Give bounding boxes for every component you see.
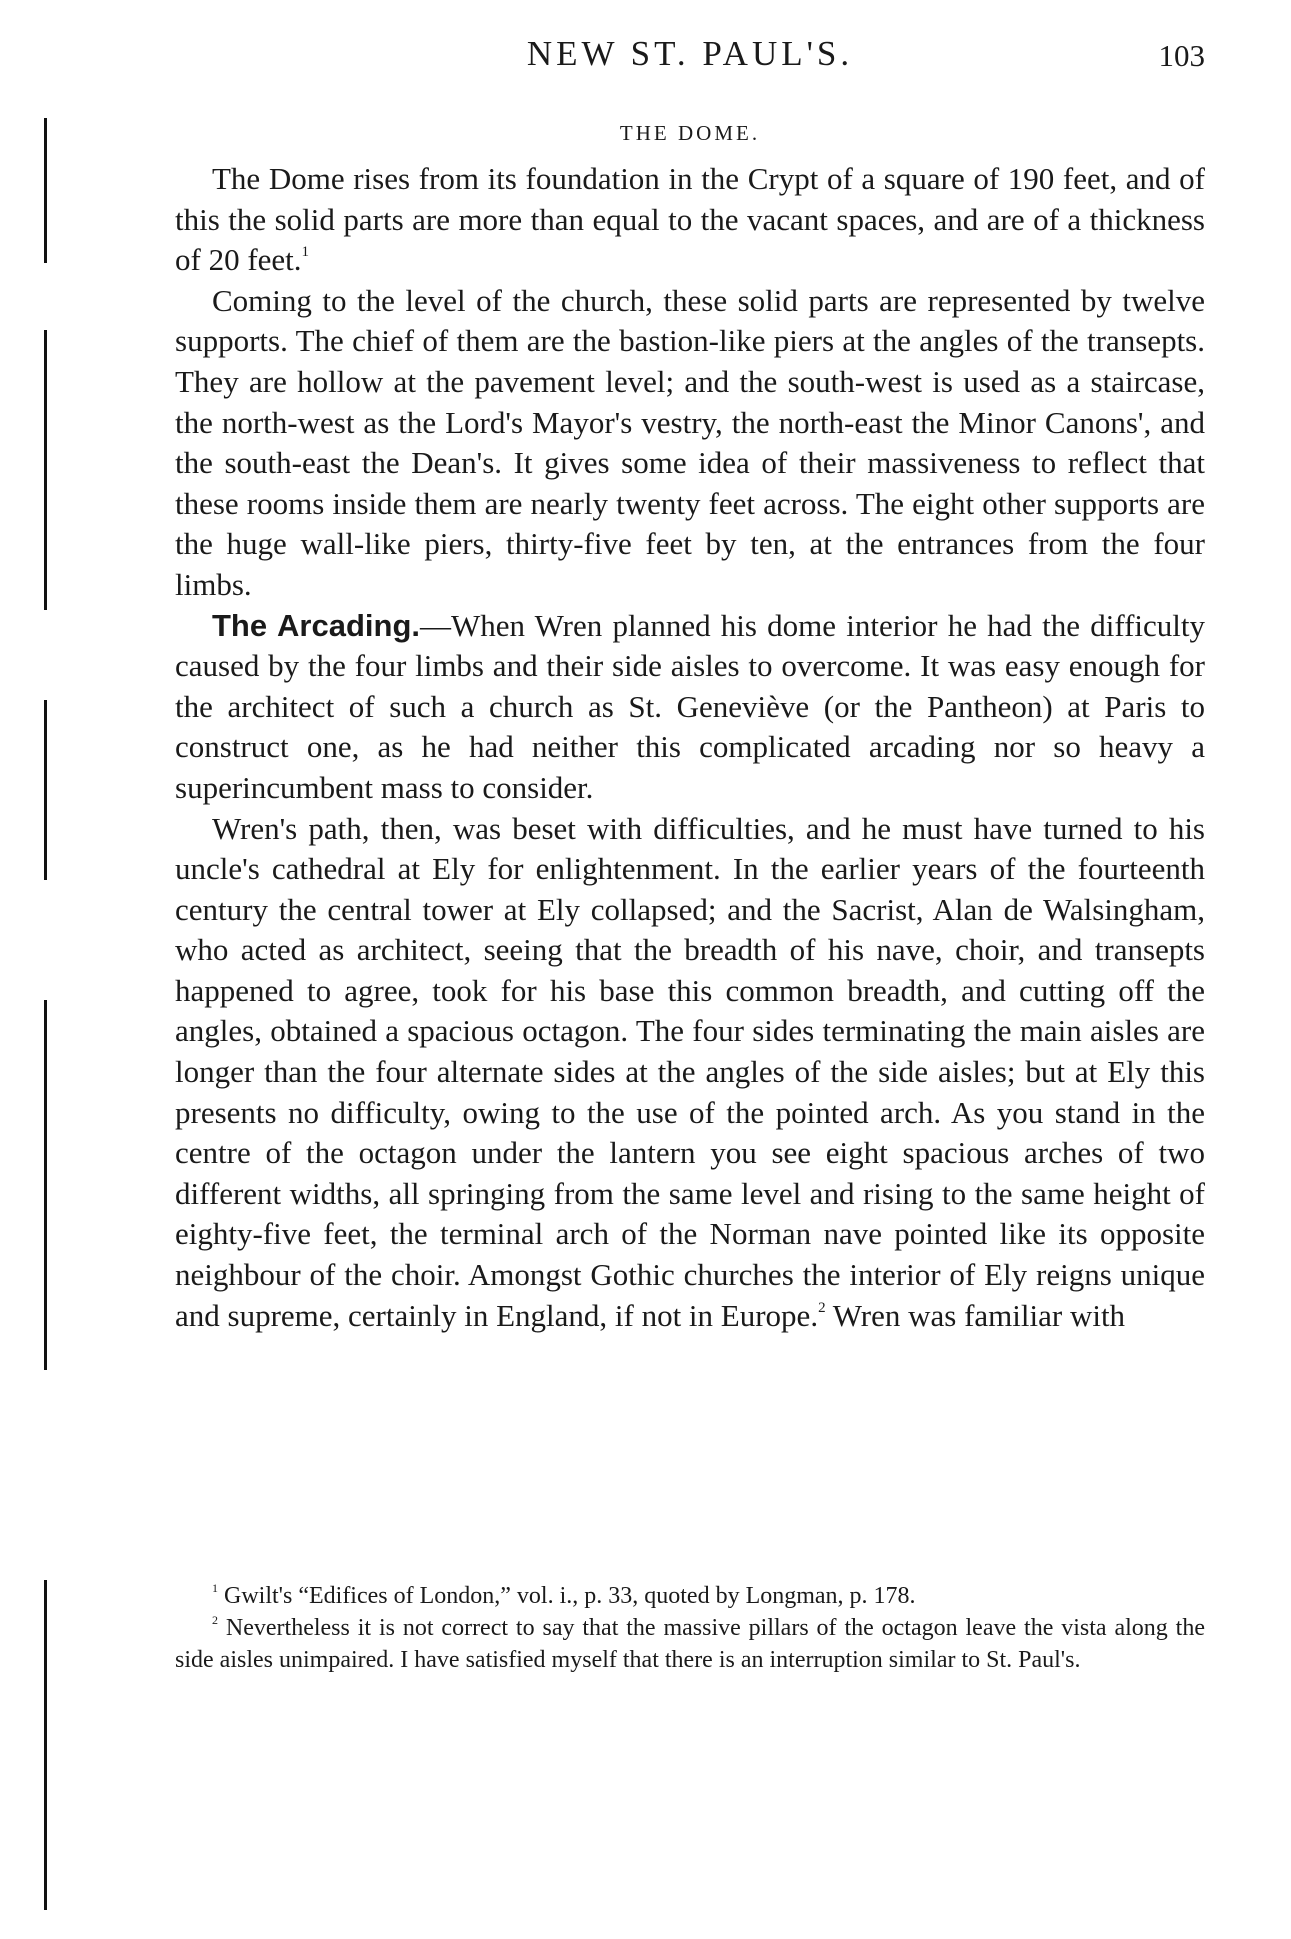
footnote-marker: 1 (212, 1581, 218, 1595)
margin-scan-line (44, 330, 47, 610)
page-number: 103 (1158, 38, 1205, 73)
paragraph (175, 809, 1205, 1337)
paragraph-text: Coming to the level of the church, these solid parts are represented by twelve supports. The chief of them are the bastion-like piers at the angles of the transepts. They are hollow at the pavement level; and the south-west is used as a staircase, the north-west as the Lord's Mayor's vestry, the north-east the Minor Canons', and the south-east the Dean's. It gives some idea of their massiveness to reflect that these rooms inside them are nearly twenty feet across. The eight other supports are the huge wall-like piers, thirty-five feet by ten, at the entrances from the four limbs. (175, 282, 1205, 602)
footnote-marker: 2 (212, 1613, 218, 1627)
paragraph (175, 159, 1205, 281)
paragraph (175, 281, 1205, 606)
sidehead: The Arcading. (212, 607, 420, 643)
paragraph-text: Wren's path, then, was beset with difficulties, and he must have turned to his uncle's cathedral at Ely for enlightenment. In the earlier years of the fourteenth century the central tower at Ely collapsed; and the Sacrist, Alan de Walsingham, who acted as architect, seeing that the breadth of his nave, choir, and transepts happened to agree, took for his base this common breadth, and cutting off the angles, obtained a spacious octagon. The four sides terminating the main aisles are longer than the four alternate sides at the angles of the side aisles; but at Ely this presents no difficulty, owing to the use of the pointed arch. As you stand in the centre of the octagon under the lantern you see eight spacious arches of two different widths, all springing from the same level and rising to the same height of eighty-five feet, the terminal arch of the Norman nave pointed like its opposite neighbour of the choir. Amongst Gothic churches the interior of Ely reigns unique and supreme, certainly in England, if not in Europe. (175, 810, 1205, 1333)
margin-scan-line (44, 700, 47, 880)
footnote-reference: 2 (818, 1299, 826, 1316)
footnotes (175, 1580, 1205, 1676)
margin-scan-line (44, 1000, 47, 1370)
section-heading: THE DOME. (619, 121, 761, 145)
paragraph-text: The Dome rises from its foundation in the Crypt of a square of 190 feet, and of this the solid parts are more than equal to the vacant spaces, and are of a thickness of 20 feet. (175, 161, 1205, 278)
footnote-text: Gwilt's “Edifices of London,” vol. i., p. 33, quoted by Longman, p. 178. (218, 1583, 916, 1609)
margin-scan-line (44, 1580, 47, 1910)
footnote-reference: 1 (301, 244, 310, 261)
body-text (175, 159, 1205, 1336)
paragraph-text-continuation: Wren was familiar with (825, 1297, 1126, 1333)
margin-scan-line (44, 118, 47, 263)
footnote (175, 1612, 1205, 1676)
paragraph (175, 606, 1205, 809)
footnote (175, 1580, 1205, 1612)
running-head (175, 34, 1205, 84)
running-title: NEW ST. PAUL'S. (526, 34, 854, 73)
footnote-text: Nevertheless it is not correct to say that the massive pillars of the octagon leave the vista along the side aisles unimpaired. I have satisfied myself that there is an interruption similar to St. Paul's. (175, 1615, 1205, 1673)
paragraph-text: —When Wren planned his dome interior he had the difficulty caused by the four limbs and their side aisles to overcome. It was easy enough for the architect of such a church as St. Geneviève (or the Pantheon) at Paris to construct one, as he had neither this complicated arcading nor so heavy a superincumbent mass to consider. (175, 607, 1205, 805)
